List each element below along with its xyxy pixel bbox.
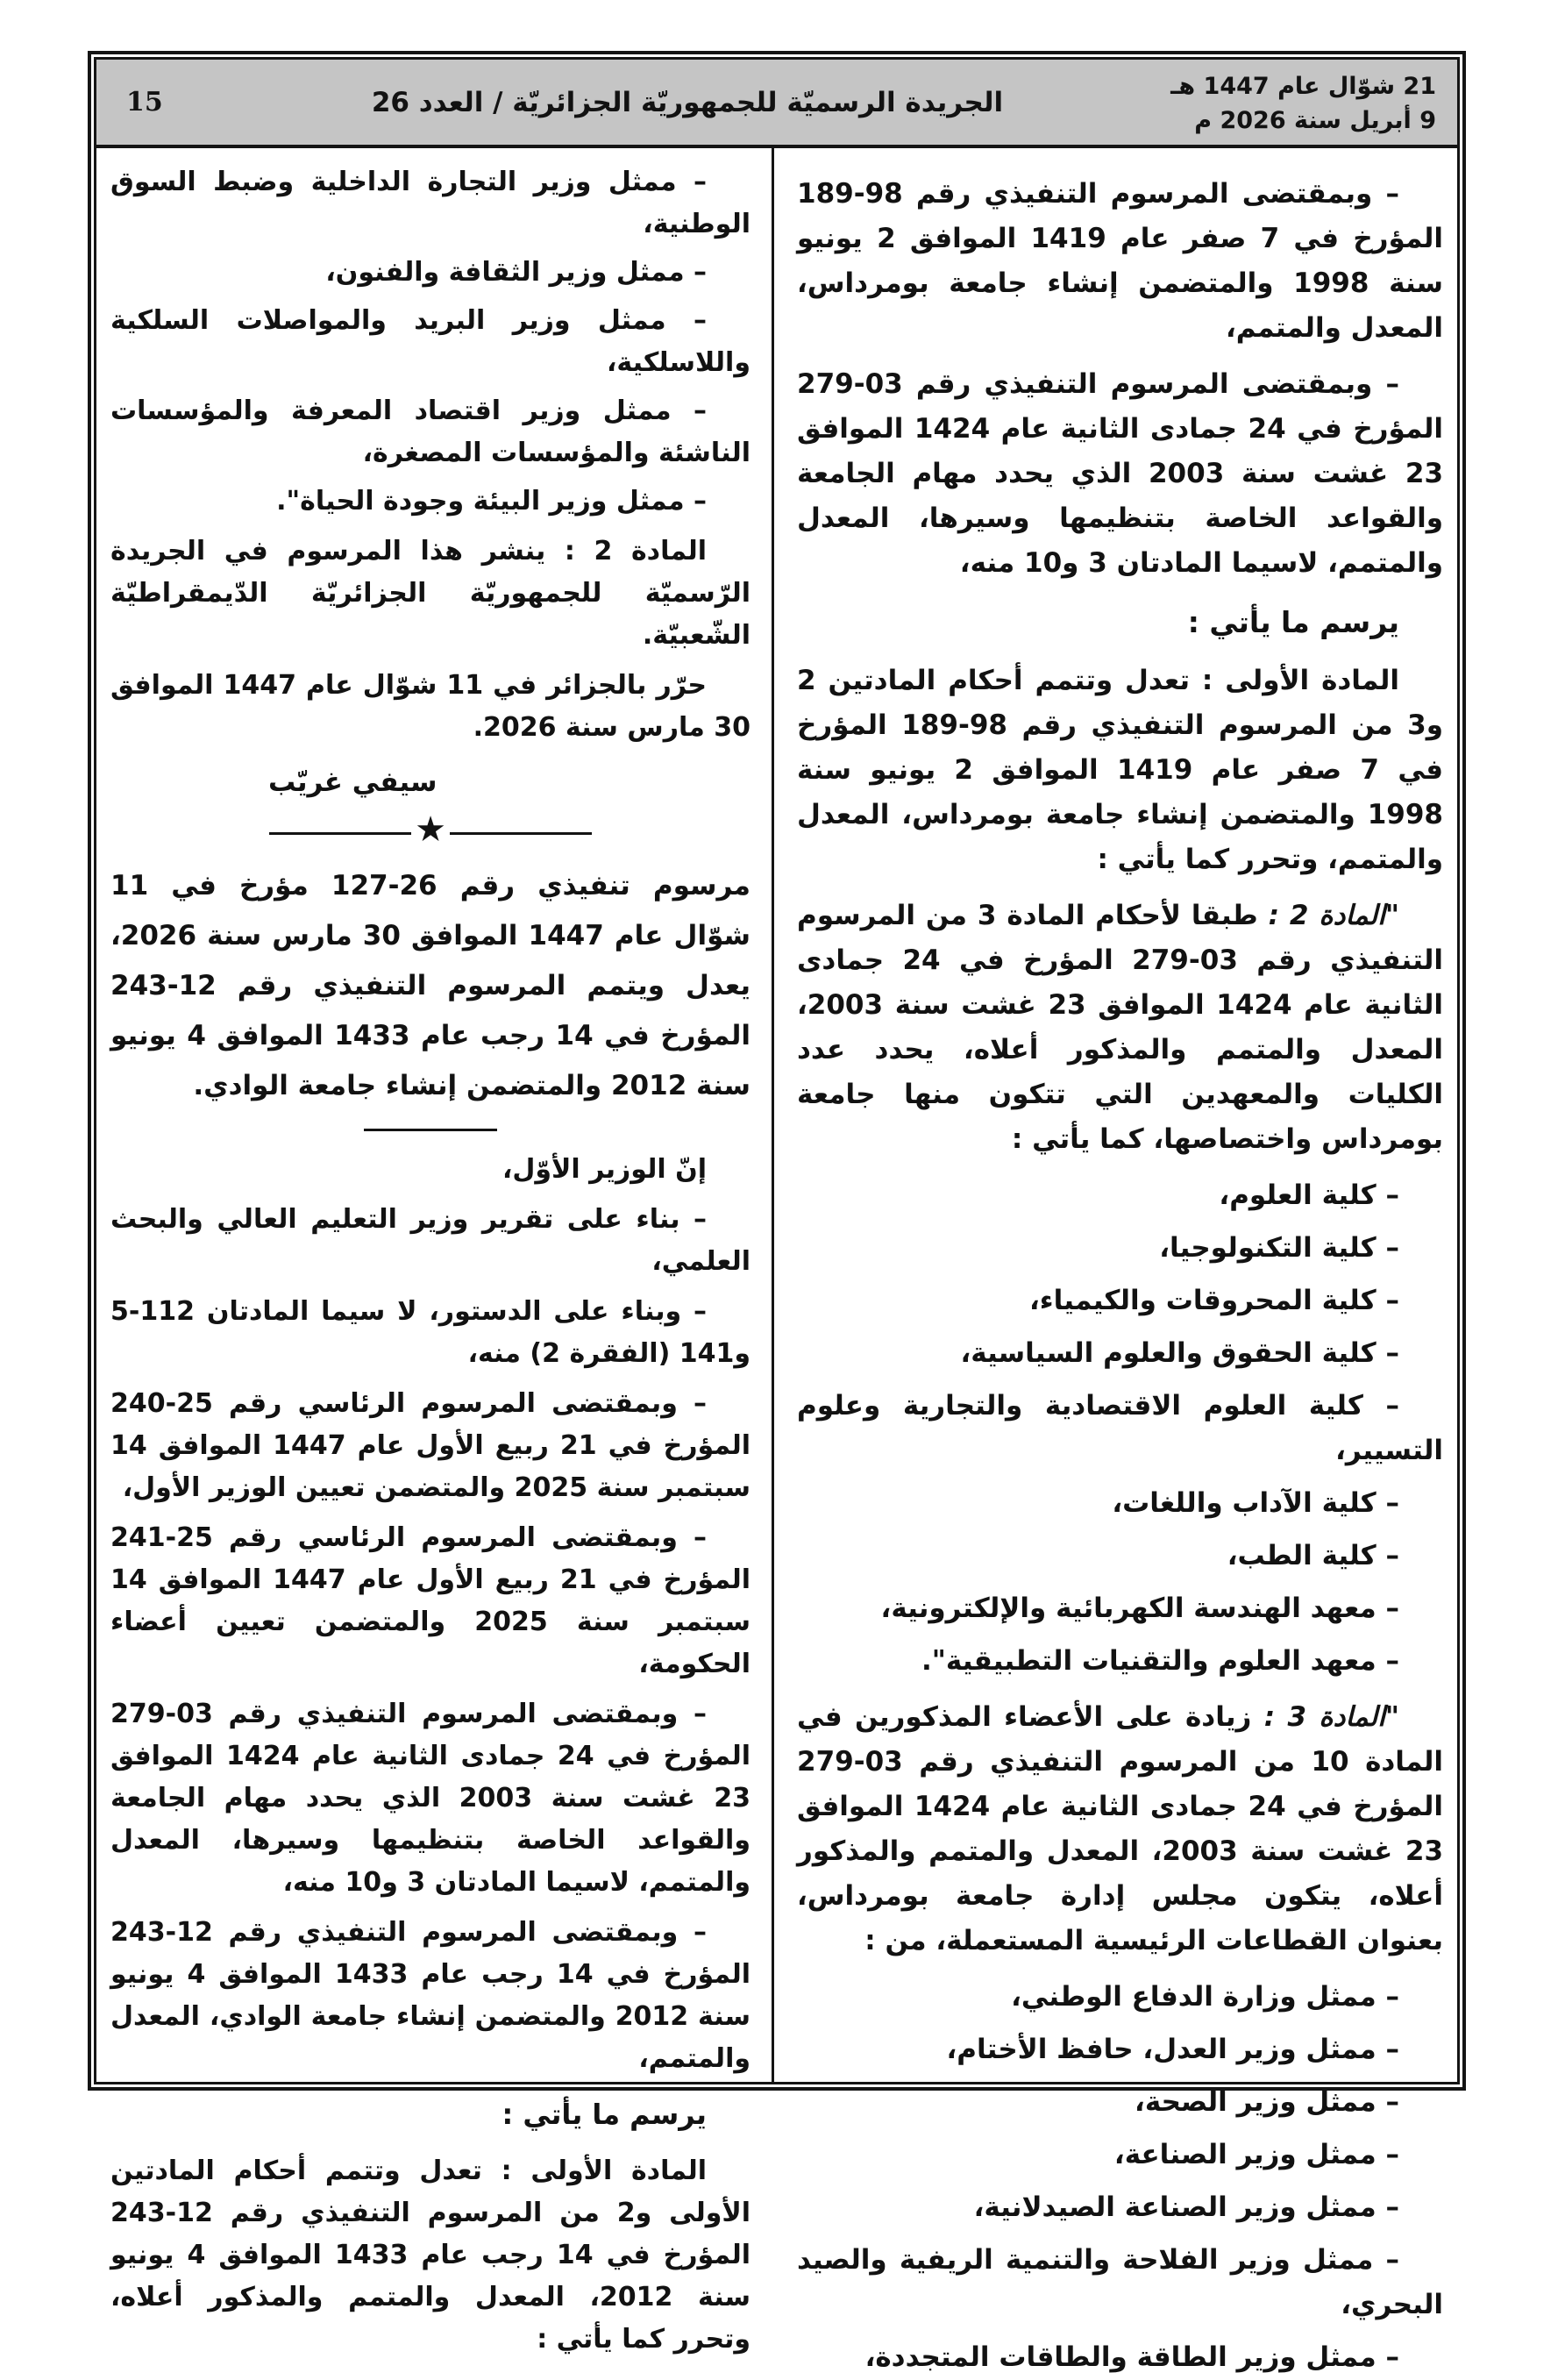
list-item: – ممثل وزير الصناعة، [1113,2139,1399,2170]
paragraph: – وبمقتضى المرسوم الرئاسي رقم 25-240 المؤرخ في 21 ربيع الأول عام 1447 الموافق 14 سبتمبر سنة 2025 والمتضمن تعيين الوزير الأول، [110,1388,750,1503]
paragraph [797,1695,1443,1963]
paragraph [110,2150,750,2361]
list-item: – ممثل وزير اقتصاد المعرفة والمؤسسات الناشئة والمؤسسات المصغرة، [110,395,750,468]
paragraph: – وبمقتضى المرسوم التنفيذي رقم 03-279 المؤرخ في 24 جمادى الثانية عام 1424 الموافق 23 غشت سنة 2003 الذي يحدد مهام الجامعة والقواعد الخاصة بتنظيمها وسيرها، المعدل والمتمم، لاسيما المادتان 3 و10 منه، [110,1699,750,1898]
paragraph: إنّ الوزير الأوّل، [502,1154,707,1185]
gregorian-date: 9 أبريل سنة 2026 م [1194,106,1436,134]
article-lead: "المادة 2 : [1268,900,1399,931]
list-item: – كلية الآداب واللغات، [1112,1487,1399,1519]
article-text: زيادة على الأعضاء المذكورين في المادة 10 من المرسوم التنفيذي رقم 03-279 المؤرخ في 24 جمادى الثانية عام 1424 الموافق 23 غشت سنة 2003، المعدل والمتمم والمذكور أعلاه، يتكون مجلس إدارة جامعة بومرداس، بعنوان القطاعات الرئيسية المستعملة، من : [797,1701,1444,1956]
article-text: ينشر هذا المرسوم في الجريدة الرّسميّة للجمهوريّة الجزائريّة الدّيمقراطيّة الشّعبيّة. [110,536,750,651]
list-item: – ممثل وزير التجارة الداخلية وضبط السوق الوطنية، [110,167,750,239]
page-number: 15 [126,87,163,118]
list-item: – ممثل وزير الثقافة والفنون، [325,257,707,288]
list-item: – ممثل وزير البيئة وجودة الحياة". [276,486,707,517]
paragraph: – وبمقتضى المرسوم التنفيذي رقم 03-279 المؤرخ في 24 جمادى الثانية عام 1424 الموافق 23 غشت سنة 2003 الذي يحدد مهام الجامعة والقواعد الخاصة بتنظيمها وسيرها، المعدل والمتمم، لاسيما المادتان 3 و10 منه، [797,368,1444,579]
article-text: تعدل وتتمم أحكام المادتين الأولى و2 من المرسوم التنفيذي رقم 12-243 المؤرخ في 14 رجب عام 1433 الموافق 4 يونيو سنة 2012، المعدل والمتمم والمذكور أعلاه، وتحرر كما يأتي : [110,2156,751,2355]
star-separator [110,809,750,851]
signature: سيفي غريّب [268,766,437,798]
header-dates [1138,68,1457,138]
list-item: – كلية التكنولوجيا، [1159,1232,1399,1264]
list-item: – ممثل وزارة الدفاع الوطني، [1011,1981,1399,2013]
paragraph: – بناء على تقرير وزير التعليم العالي والبحث العلمي، [110,1204,750,1277]
hijri-date: 21 شوّال عام 1447 هـ [1170,72,1436,100]
section-heading: يرسم ما يأتي : [1187,605,1399,639]
list-item: – معهد الهندسة الكهربائية والإلكترونية، [880,1593,1399,1624]
column-left [96,148,772,2355]
paragraph: – وبمقتضى المرسوم الرئاسي رقم 25-241 المؤرخ في 21 ربيع الأول عام 1447 الموافق 14 سبتمبر سنة 2025 والمتضمن تعيين أعضاء الحكومة، [110,1522,750,1679]
list-item: – ممثل وزير العدل، حافظ الأختام، [946,2034,1399,2065]
article-lead: المادة 2 : [564,536,707,566]
decree-title: مرسوم تنفيذي رقم 26-127 مؤرخ في 11 شوّال عام 1447 الموافق 30 مارس سنة 2026، يعدل ويتمم المرسوم التنفيذي رقم 12-243 المؤرخ في 14 رجب عام 1433 الموافق 4 يونيو سنة 2012 والمتضمن إنشاء جامعة الوادي. [110,870,751,1101]
paragraph: – وبمقتضى المرسوم التنفيذي رقم 12-243 المؤرخ في 14 رجب عام 1433 الموافق 4 يونيو سنة 2012 والمتضمن إنشاء جامعة الوادي، المعدل والمتمم، [110,1917,751,2074]
paragraph [797,894,1443,1162]
article-lead: المادة الأولى : [1201,665,1399,696]
paragraph: – وبمقتضى المرسوم التنفيذي رقم 98-189 المؤرخ في 7 صفر عام 1419 الموافق 2 يونيو سنة 1998 والمتضمن إنشاء جامعة بومرداس، المعدل والمتمم، [797,178,1444,344]
list-item: – ممثل وزير الصحة، [1135,2086,1399,2118]
paragraph [110,531,750,657]
list-item: – كلية المحروقات والكيمياء، [1029,1285,1399,1316]
journal-title: الجريدة الرسميّة للجمهوريّة الجزائريّة / العدد 26 [371,86,1004,118]
list-item: – ممثل وزير الطاقة والطاقات المتجددة، [864,2341,1399,2373]
page-frame-inner [94,57,1460,2373]
column-right [774,148,1457,2373]
list-item: – كلية الطب، [1227,1540,1399,1571]
list-item: – كلية الحقوق والعلوم السياسية، [960,1337,1399,1369]
paragraph: – وبناء على الدستور، لا سيما المادتان 112-5 و141 (الفقرة 2) منه، [110,1296,750,1369]
list-item: – كلية العلوم الاقتصادية والتجارية وعلوم التسيير، [797,1390,1443,1466]
article-text: طبقا لأحكام المادة 3 من المرسوم التنفيذي رقم 03-279 المؤرخ في 24 جمادى الثانية عام 1424 الموافق 23 غشت سنة 2003، المعدل والمتمم والمذكور أعلاه، يحدد عدد الكليات والمعهدين التي تتكون منها جامعة بومرداس واختصاصها، كما يأتي : [797,900,1444,1155]
article-lead: "المادة 3 : [1263,1701,1399,1733]
title-rule [364,1129,497,1131]
separator-line [269,832,411,835]
list-item: – ممثل وزير البريد والمواصلات السلكية واللاسلكية، [110,305,750,378]
star-icon: ★ [415,809,446,850]
paragraph: حرّر بالجزائر في 11 شوّال عام 1447 الموافق 30 مارس سنة 2026. [110,670,750,743]
article-lead: المادة الأولى : [501,2156,707,2186]
list-item: – ممثل وزير الصناعة الصيدلانية، [973,2191,1399,2223]
section-heading: يرسم ما يأتي : [502,2099,707,2131]
content-area [96,148,1457,2373]
header-band [96,60,1457,148]
list-item: – كلية العلوم، [1219,1179,1399,1211]
list-item: – معهد العلوم والتقنيات التطبيقية". [921,1645,1399,1677]
list-item: – ممثل وزير الفلاحة والتنمية الريفية والصيد البحري، [797,2244,1443,2320]
paragraph [797,659,1443,882]
article-text: تعدل وتتمم أحكام المادتين 2 و3 من المرسوم التنفيذي رقم 98-189 المؤرخ في 7 صفر عام 1419 الموافق 2 يونيو سنة 1998 والمتضمن إنشاء جامعة بومرداس، المعدل والمتمم، وتحرر كما يأتي : [797,665,1443,875]
page-frame [88,51,1466,2373]
separator-line [450,832,592,835]
